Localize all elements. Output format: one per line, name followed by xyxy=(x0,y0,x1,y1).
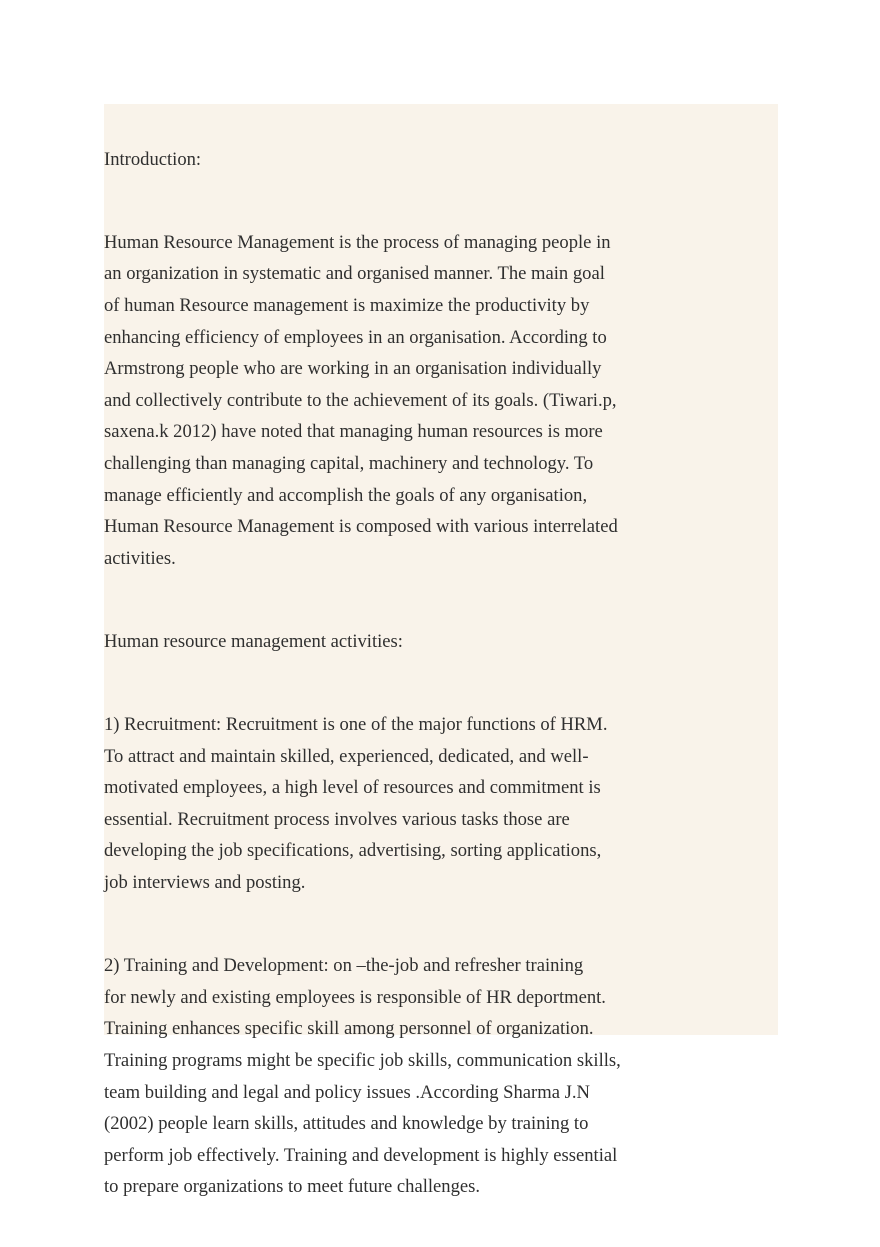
training-development-paragraph: 2) Training and Development: on –the-job and refresher training for newly and existing employees is responsible of HR deportment. Training enhances specific skill among personnel of organization. Training programs might be specific job skills, communication skills, team building and legal and policy issues .According Sharma J.N (2002) people learn skills, attitudes and knowledge by training to perform job effectively. Training and development is highly essential to prepare organizations to meet future challenges. xyxy=(104,955,621,1198)
introduction-heading: Introduction: xyxy=(104,148,202,170)
document-text-column xyxy=(104,112,656,1235)
document-content-block xyxy=(104,104,778,1198)
introduction-paragraph: Human Resource Management is the process of managing people in an organization in systematic and organised manner. The main goal of human Resource management is maximize the productivity by enhancing efficiency of employees in an organisation. According to Armstrong people who are working in an organisation individually and collectively contribute to the achievement of its goals. (Tiwari.p, saxena.k 2012) have noted that managing human resources is more challenging than managing capital, machinery and technology. To manage efficiently and accomplish the goals of any organisation, Human Resource Management is composed with various interrelated activities. xyxy=(104,231,618,569)
activities-heading: Human resource management activities: xyxy=(104,630,403,652)
recruitment-paragraph: 1) Recruitment: Recruitment is one of the major functions of HRM. To attract and maintain skilled, experienced, dedicated, and well- motivated employees, a high level of resources and commitment is essential. Recruitment process involves various tasks those are developing the job specifications, advertising, sorting applications, job interviews and posting. xyxy=(104,714,608,894)
